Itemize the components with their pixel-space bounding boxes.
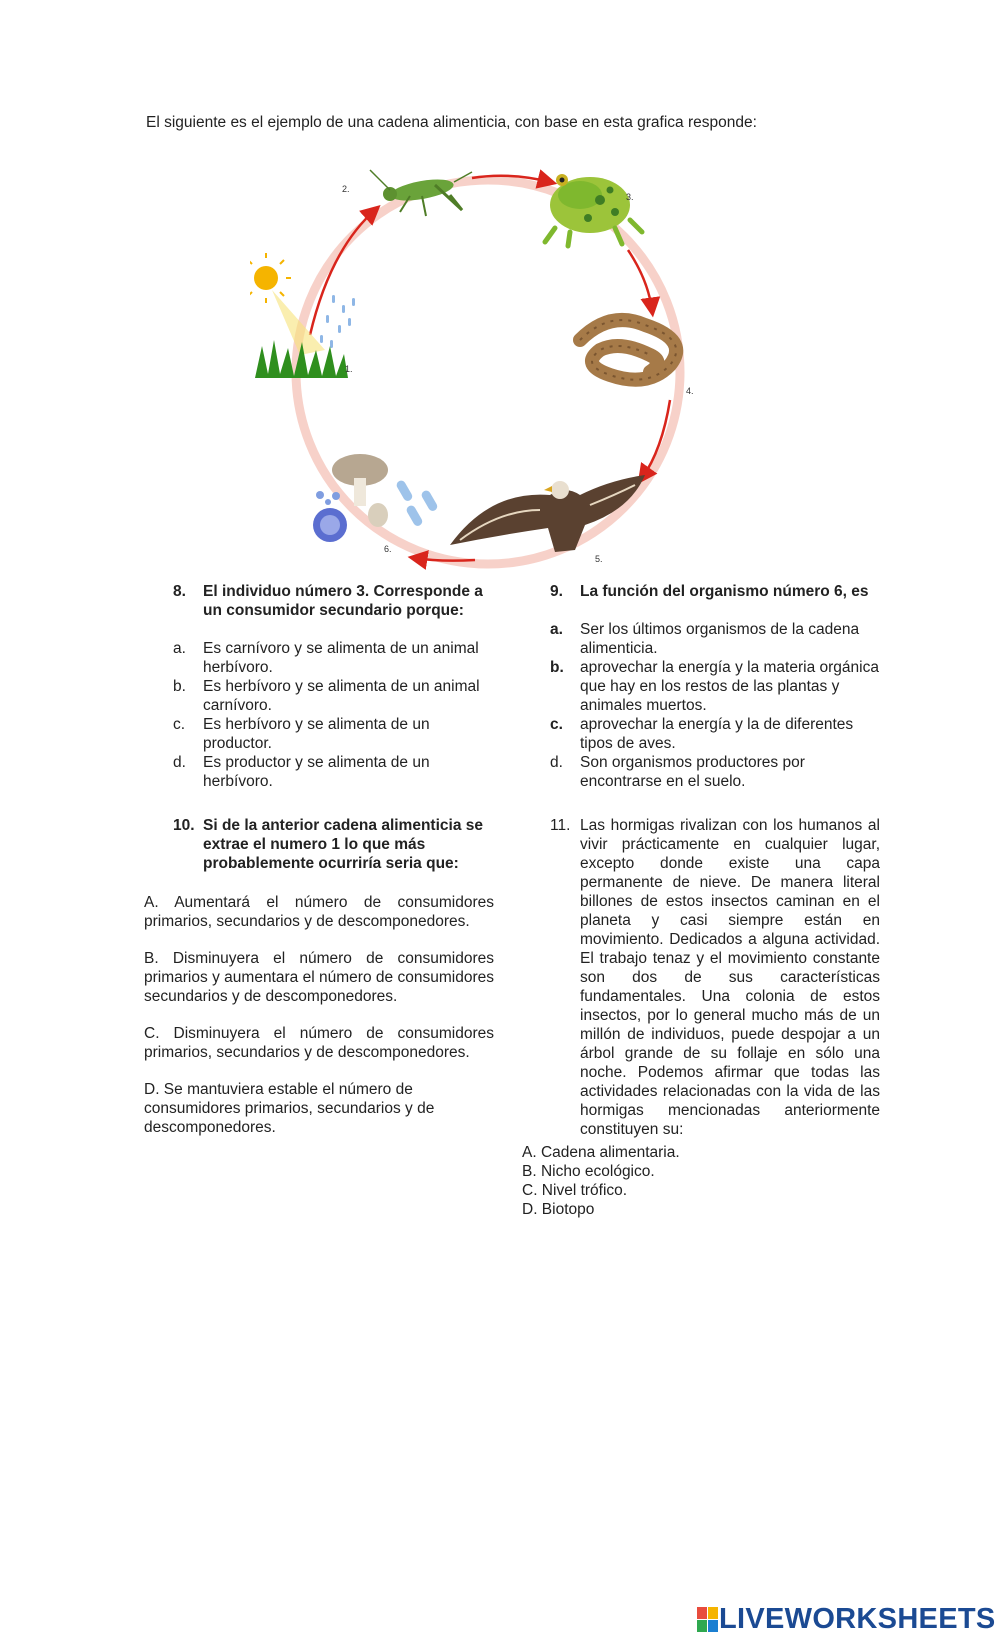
q9-option-c[interactable]: c. aprovechar la energía y la de diferentes tipos de aves. xyxy=(550,716,854,752)
q9-option-a[interactable]: a. Ser los últimos organismos de la cadena alimenticia. xyxy=(550,621,860,657)
q8-option-a[interactable]: a. Es carnívoro y se alimenta de un animal herbívoro. xyxy=(173,640,479,676)
decomposers xyxy=(313,454,439,554)
label-2: 2. xyxy=(342,184,350,194)
question-11-text: Las hormigas rivalizan con los humanos al vivir prácticamente en cualquier lugar, excepto donde existe una capa permanente de nieve. De manera literal billones de estos insectos caminan en el planeta y casi siempre están en movimiento. Dedicados a alguna actividad. El trabajo tenaz y el movimiento constante son dos de sus características fundamentales. Una colonia de estos insectos, por lo general mucho más de un millón de individuos, puede despojar a un árbol grande de su follaje en sólo una noche. Podemos afirmar que todas las actividades relacionadas con la vida de las hormigas mencionadas anteriormente constituyen su: xyxy=(580,817,880,1138)
question-11-answers xyxy=(522,1143,822,1219)
question-10-prompt: 10. Si de la anterior cadena alimenticia se extrae el numero 1 lo que más probablemente ocurriría seria que: xyxy=(173,817,483,872)
q10-answer-d[interactable]: D. Se mantuviera estable el número de consumidores primarios, secundarios y de descomponedores. xyxy=(144,1081,435,1136)
question-10-answers xyxy=(144,893,494,1137)
label-1: 1. xyxy=(345,364,353,374)
q9-option-d[interactable]: d. Son organismos productores por encontrarse en el suelo. xyxy=(550,754,805,790)
question-8-prompt: 8. El individuo número 3. Corresponde a un consumidor secundario porque: xyxy=(173,583,483,619)
q8-option-b[interactable]: b. Es herbívoro y se alimenta de un animal carnívoro. xyxy=(173,678,480,714)
q8-option-c[interactable]: c. Es herbívoro y se alimenta de un productor. xyxy=(173,716,430,752)
q10-answer-b[interactable]: B. Disminuyera el número de consumidores primarios y aumentara el número de consumidores secundarios y de descomponedores. xyxy=(144,950,494,1005)
label-4: 4. xyxy=(686,386,694,396)
q11-answer-c[interactable]: C. Nivel trófico. xyxy=(522,1182,628,1199)
q11-answer-d[interactable]: D. Biotopo xyxy=(522,1201,595,1218)
sun-icon xyxy=(254,266,278,290)
q10-answer-c[interactable]: C. Disminuyera el número de consumidores primarios, secundarios y de descomponedores. xyxy=(144,1025,494,1061)
intro-text: El siguiente es el ejemplo de una cadena alimenticia, con base en esta grafica responde: xyxy=(146,114,757,131)
question-9-prompt: 9. La función del organismo número 6, es xyxy=(550,583,869,600)
liveworksheets-icon xyxy=(697,1607,719,1633)
question-8 xyxy=(173,582,493,791)
liveworksheets-logo[interactable] xyxy=(697,1603,996,1636)
q10-answer-a[interactable]: A. Aumentará el número de consumidores primarios, secundarios y de descomponedores. xyxy=(144,894,494,930)
q11-answer-a[interactable]: A. Cadena alimentaria. xyxy=(522,1144,680,1161)
label-6: 6. xyxy=(384,544,392,554)
q8-option-d[interactable]: d. Es productor y se alimenta de un herbívoro. xyxy=(173,754,430,790)
label-5: 5. xyxy=(595,554,603,564)
question-11: 11. Las hormigas rivalizan con los humanos al vivir prácticamente en cualquier lugar, excepto donde existe una capa permanente de nieve. De manera literal billones de estos insectos caminan en el planeta y casi siempre están en movimiento. Dedicados a alguna actividad. El trabajo tenaz y el movimiento constante son dos de sus características fundamentales. Una colonia de estos insectos, por lo general mucho más de un millón de individuos, puede despojar a un árbol grande de su follaje en sólo una noche. Podemos afirmar que todas las actividades relacionadas con la vida de las hormigas mencionadas anteriormente constituyen su: xyxy=(550,817,880,1138)
food-chain-diagram xyxy=(250,150,770,600)
grasshopper xyxy=(342,170,472,216)
label-3: 3. xyxy=(626,192,634,202)
q11-answer-b[interactable]: B. Nicho ecológico. xyxy=(522,1163,655,1180)
question-9 xyxy=(550,582,880,791)
liveworksheets-wordmark: LIVEWORKSHEETS xyxy=(719,1603,996,1635)
q9-option-b[interactable]: b. aprovechar la energía y la materia orgánica que hay en los restos de las plantas y animales muertos. xyxy=(550,659,879,714)
